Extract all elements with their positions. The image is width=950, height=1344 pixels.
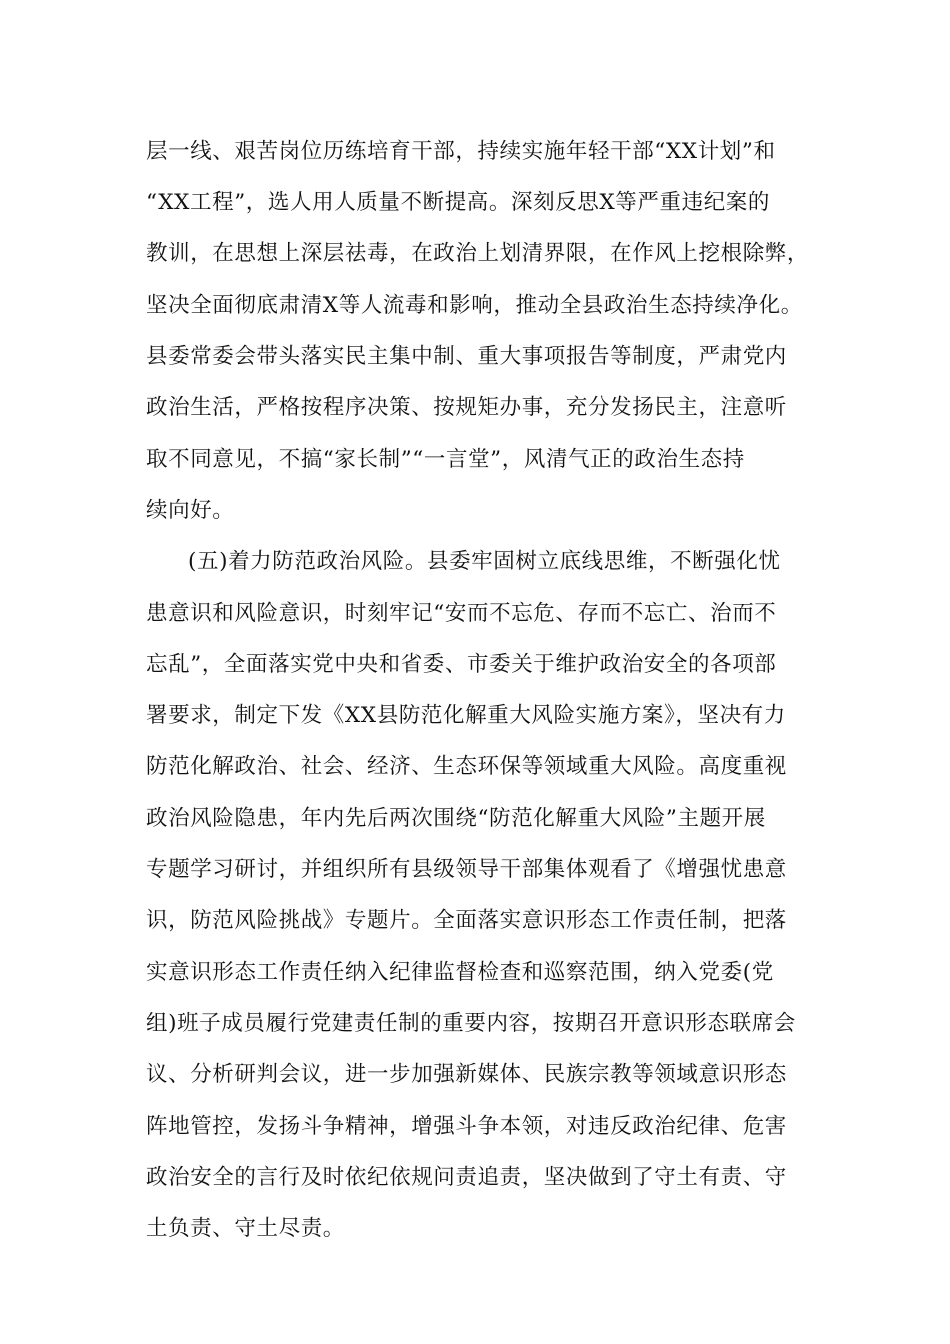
paragraph-1-line-4: 坚决全面彻底肃清X等人流毒和影响，推动全县政治生态持续净化。 (146, 293, 803, 318)
paragraph-2-line-8: 识，防范风险挑战》专题片。全面落实意识形态工作责任制，把落 (146, 908, 787, 933)
paragraph-2-line-3: 忘乱”，全面落实党中央和省委、市委关于维护政治安全的各项部 (146, 652, 777, 677)
paragraph-2-line-5: 防范化解政治、社会、经济、生态环保等领域重大风险。高度重视 (146, 754, 787, 779)
paragraph-2-line-9: 实意识形态工作责任纳入纪律监督检查和巡察范围，纳入党委(党 (146, 960, 774, 985)
paragraph-2-line-4: 署要求，制定下发《XX县防范化解重大风险实施方案》，坚决有力 (146, 703, 786, 728)
paragraph-1-line-5: 县委常委会带头落实民主集中制、重大事项报告等制度，严肃党内 (146, 344, 787, 369)
paragraph-1-line-3: 教训，在思想上深层祛毒，在政治上划清界限，在作风上挖根除弊， (146, 241, 810, 266)
paragraph-2-line-1: (五)着力防范政治风险。县委牢固树立底线思维，不断强化忧 (188, 549, 781, 574)
paragraph-1-line-2: “XX工程”，选人用人质量不断提高。深刻反思X等严重违纪案的 (146, 190, 771, 215)
paragraph-1-line-7: 取不同意见，不搞“家长制”“一言堂”，风清气正的政治生态持 (146, 447, 745, 472)
paragraph-2-line-14: 土负责、守土尽责。 (146, 1216, 345, 1241)
paragraph-1-line-1: 层一线、艰苦岗位历练培育干部，持续实施年轻干部“XX计划”和 (146, 139, 776, 164)
paragraph-2-line-12: 阵地管控，发扬斗争精神，增强斗争本领，对违反政治纪律、危害 (146, 1114, 787, 1139)
paragraph-2-line-10: 组)班子成员履行党建责任制的重要内容，按期召开意识形态联席会 (146, 1011, 796, 1036)
paragraph-2-line-13: 政治安全的言行及时依纪依规问责追责，坚决做到了守土有责、守 (146, 1165, 787, 1190)
paragraph-2-line-7: 专题学习研讨，并组织所有县级领导干部集体观看了《增强忧患意 (146, 857, 787, 882)
paragraph-2-line-11: 议、分析研判会议，进一步加强新媒体、民族宗教等领域意识形态 (146, 1062, 787, 1087)
paragraph-2-line-2: 患意识和风险意识，时刻牢记“安而不忘危、存而不忘亡、治而不 (146, 601, 777, 626)
paragraph-1-line-6: 政治生活，严格按程序决策、按规矩办事，充分发扬民主，注意听 (146, 395, 787, 420)
paragraph-2-line-6: 政治风险隐患，年内先后两次围绕“防范化解重大风险”主题开展 (146, 806, 766, 831)
paragraph-1-line-8: 续向好。 (146, 498, 235, 523)
